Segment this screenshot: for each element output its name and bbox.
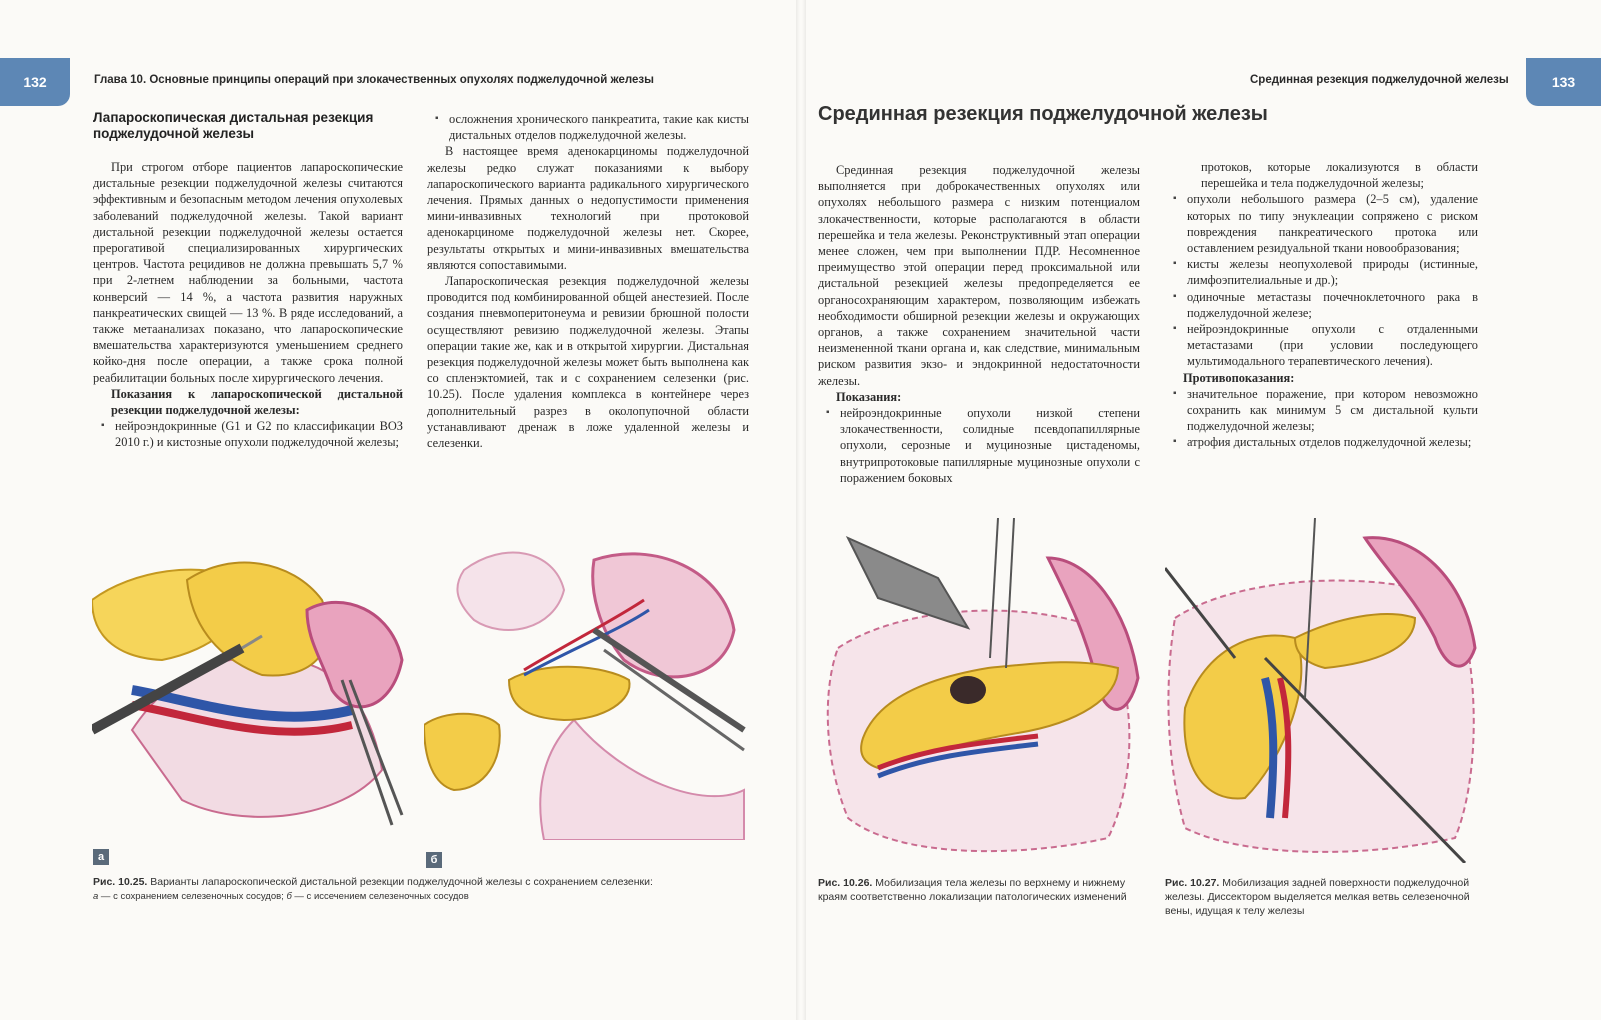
left-section-title: Лапароскопическая дистальная резекция поджелудочной железы [93, 110, 374, 141]
figure-10-25a-illustration [92, 540, 408, 840]
list-item-continuation: протоков, которые локализуются в области перешейка и тела поджелудочной железы; [1201, 160, 1478, 191]
right-running-head: Срединная резекция поджелудочной железы [1250, 74, 1509, 86]
caption-text: Варианты лапароскопической дистальной резекции поджелудочной железы с сохранением селезенки: [150, 876, 653, 888]
right-page-number-tab [1526, 58, 1601, 106]
list-item: ▪ одиночные метастазы почечноклеточного рака в поджелудочной железе; [1165, 289, 1478, 321]
caption-mark-a: а [93, 891, 99, 902]
paragraph: Срединная резекция поджелудочной железы выполняется при доброкачественных опухолях или опухолях небольшого размера с низким потенциалом злокачественности, которые располагаются в области перешейка и тела железы. Реконструктивный этап операции менее сложен, чем при выполнении ПДР. Несомненное преимущество этой операции перед проксимальной или дистальной резекцией железы предопределяется ее органосохраняющим характером, позволяющим избежать необходимости обширной резекции железы и окружающих органов, а также сохранением значительной части неизмененной ткани органа и, как следствие, минимальным риском развития экзо- и эндокринной недостаточности железы. [818, 163, 1140, 388]
caption-b: — с иссечением селезеночных сосудов [291, 891, 469, 902]
figure-label-a: а [93, 849, 109, 865]
indications-heading: Показания: [836, 389, 902, 404]
list-item: ▪ нейроэндокринные (G1 и G2 по классификации ВОЗ 2010 г.) и кистозные опухоли поджелудочной железы; [93, 418, 403, 450]
caption-number: Рис. 10.27. [1165, 877, 1220, 889]
left-running-head: Глава 10. Основные принципы операций при злокачественных опухолях поджелудочной железы [94, 74, 654, 86]
caption-text: Мобилизация задней поверхности поджелудочной железы. Диссектором выделяется мелкая ветвь селезеночной вены, идущая к телу железы [1165, 877, 1470, 917]
list-item: ▪ нейроэндокринные опухоли низкой степени злокачественности, солидные псевдопапиллярные опухоли, серозные и муцинозные цистаденомы, внутрипротоковые папиллярные муцинозные опухоли с поражением боковых [818, 405, 1140, 486]
right-page-number: 133 [1551, 74, 1576, 90]
right-column-2 [1165, 159, 1478, 451]
list-item: ▪ нейроэндокринные опухоли с отдаленными метастазами (при условии последующего мультимодального терапевтического лечения). [1165, 321, 1478, 370]
left-column-2 [427, 111, 749, 451]
figure-10-25b-illustration [424, 540, 746, 840]
caption-text: Мобилизация тела железы по верхнему и нижнему краям соответственно локализации патологических изменений [818, 877, 1127, 903]
right-column-1 [818, 162, 1140, 486]
list-item: ▪ значительное поражение, при котором невозможно сохранить как минимум 5 см дистальной культи поджелудочной железы; [1165, 386, 1478, 435]
indications-list-cont [427, 111, 749, 143]
right-section-title: Срединная резекция поджелудочной железы [818, 103, 1268, 125]
contraindications-list [1165, 386, 1478, 451]
caption-mark-b: б [286, 891, 292, 902]
list-item: ▪ атрофия дистальных отделов поджелудочной железы; [1165, 434, 1478, 450]
paragraph: В настоящее время аденокарциномы поджелудочной железы редко служат показаниями к выбору лапароскопического варианта радикального хирургического лечения. Прямых данных о недопустимости применения мини-инвазивных технологий при протоковой аденокарциноме поджелудочной железы нет. Скорее, результаты открытых и мини-инвазивных вмешательства являются сопоставимыми. [427, 144, 749, 272]
figure-10-25-caption [93, 875, 753, 904]
figure-10-27-caption [1165, 876, 1480, 918]
figure-label-b: б [426, 852, 442, 868]
left-page-number-tab [0, 58, 70, 106]
paragraph: При строгом отборе пациентов лапароскопические дистальные резекции поджелудочной железы считаются эффективным и безопасным методом лечения опухолевых заболеваний поджелудочной железы. Такой вариант дистальной резекции поджелудочной железы остается прерогативой специализированных хирургических центров. Частота рецидивов не должна превышать 5,7 % при 2-летнем наблюдении за больными, частота конверсий — 14 %, а частота развития наружных панкреатических свищей — 13 %. В ряде исследований, а также метаанализах показано, что лапароскопические вмешательства характеризуются уменьшением среднего койко-дня после операции, а также срока полной реабилитации больных после хирургического лечения. [93, 160, 403, 385]
figure-10-26-caption [818, 876, 1143, 904]
caption-number: Рис. 10.25. [93, 876, 148, 888]
indications-list [818, 405, 1140, 486]
contraindications-heading: Противопоказания: [1183, 370, 1295, 385]
left-column-1 [93, 159, 403, 451]
indications-heading: Показания к лапароскопической дистальной резекции поджелудочной железы: [111, 386, 403, 418]
list-item: ▪ опухоли небольшого размера (2–5 см), удаление которых по типу энуклеации сопряжено с риском повреждения панкреатического протока или оставлением резидуальной ткани новообразования; [1165, 191, 1478, 256]
caption-number: Рис. 10.26. [818, 877, 873, 889]
caption-a: — с сохранением селезеночных сосудов; [98, 891, 287, 902]
figure-10-26-illustration [818, 518, 1143, 863]
figure-10-27-illustration [1165, 518, 1480, 863]
indications-list-cont [1165, 191, 1478, 369]
paragraph: Лапароскопическая резекция поджелудочной железы проводится под комбинированной общей анестезией. После создания пневмоперитонеума и ревизии брюшной полости осуществляют ревизию поджелудочной железы. Этапы операции такие же, как и в открытой хирургии. Дистальная резекция поджелудочной железы может быть выполнена как со спленэктомией, так и с сохранением селезенки (рис. 10.25). После удаления комплекса в контейнере через дополнительный разрез в околопупочной области устанавливают дренаж в ложе удаленной железы и селезенки. [427, 274, 749, 451]
list-item: ▪ осложнения хронического панкреатита, такие как кисты дистальных отделов поджелудочной железы. [427, 111, 749, 143]
page-gutter [796, 0, 806, 1020]
indications-list [93, 418, 403, 450]
left-page-number: 132 [23, 74, 47, 90]
list-item: ▪ кисты железы неопухолевой природы (истинные, лимфоэпителиальные и др.); [1165, 256, 1478, 288]
